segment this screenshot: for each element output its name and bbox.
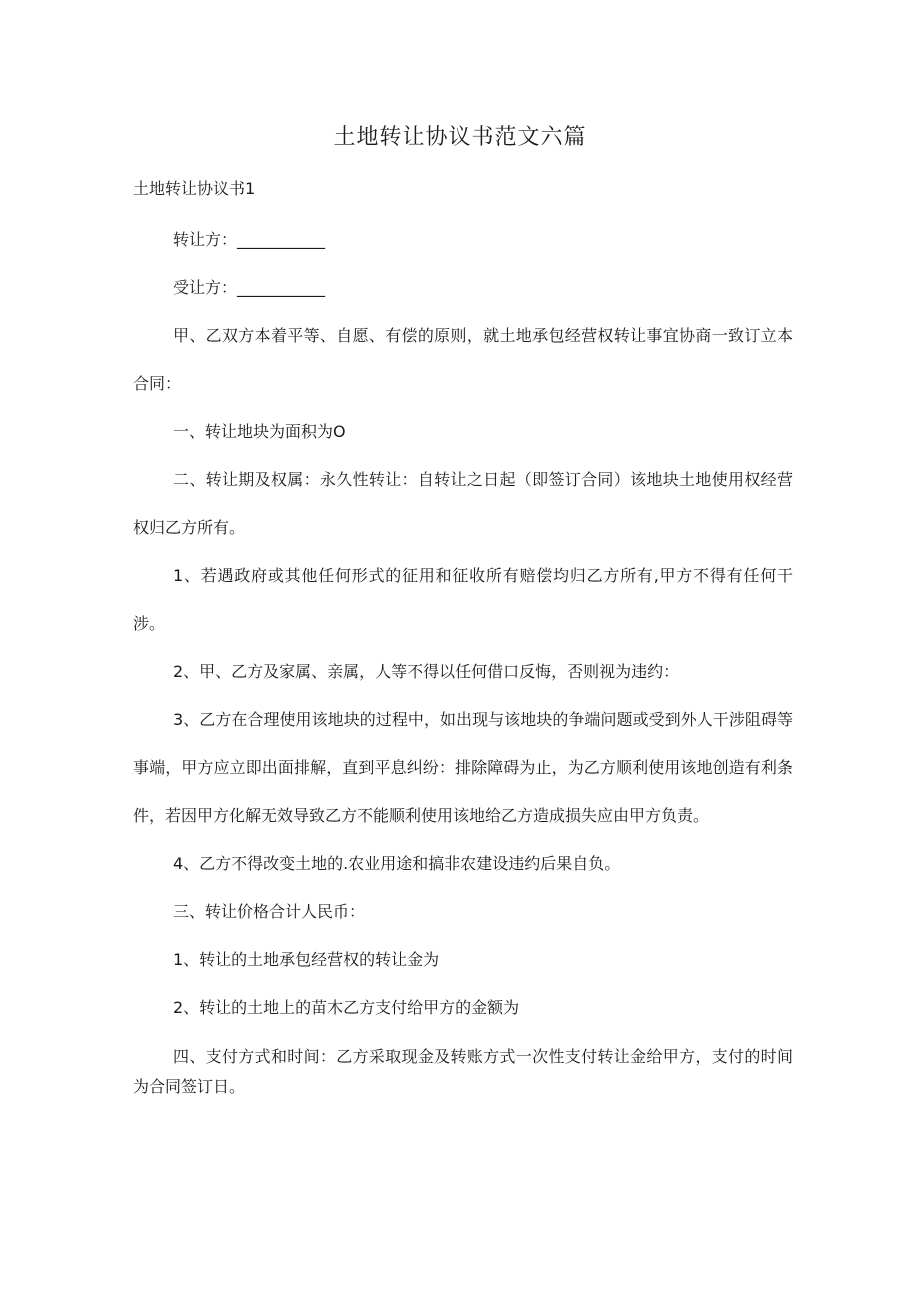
paragraph-transferee: 受让方：___________ (173, 278, 326, 297)
document-title: 土地转让协议书范文六篇 (333, 125, 587, 150)
paragraph-item-4: 4、乙方不得改变土地的.农业用途和搞非农建设违约后果自负。 (173, 854, 621, 873)
paragraph-item-3: 3、乙方在合理使用该地块的过程中，如出现与该地块的争端问题或受到外人干涉阻碍等事端，甲方应立即出面排解，直到平息纠纷：排除障碍为止，为乙方顺利使用该地创造有利条件，若因甲方化解无效导致乙方不能顺利使用该地给乙方造成损失应由甲方负责。 (133, 710, 793, 825)
paragraph-clause-3: 三、转让价格合计人民币： (173, 902, 366, 921)
paragraph-transferor: 转让方：___________ (173, 230, 326, 249)
paragraph-item-1: 1、若遇政府或其他任何形式的征用和征收所有赔偿均归乙方所有,甲方不得有任何干涉。 (133, 566, 793, 633)
paragraph-clause-2: 二、转让期及权属：永久性转让：自转让之日起（即签订合同）该地块土地使用权经营权归乙方所有。 (133, 470, 793, 537)
paragraph-price-2: 2、转让的土地上的苗木乙方支付给甲方的金额为 (173, 998, 520, 1017)
document-body (133, 216, 793, 1102)
paragraph-clause-1: 一、转让地块为面积为O (173, 422, 346, 441)
paragraph-preamble: 甲、乙双方本着平等、自愿、有偿的原则，就土地承包经营权转让事宜协商一致订立本合同： (133, 326, 793, 393)
document-subtitle: 土地转让协议书1 (133, 179, 256, 198)
paragraph-price-1: 1、转让的土地承包经营权的转让金为 (173, 950, 440, 969)
paragraph-item-2: 2、甲、乙方及家属、亲属，人等不得以任何借口反悔，否则视为违约： (173, 662, 680, 681)
paragraph-clause-4: 四、支付方式和时间：乙方采取现金及转账方式一次性支付转让金给甲方，支付的时间为合同签订日。 (133, 1047, 793, 1096)
